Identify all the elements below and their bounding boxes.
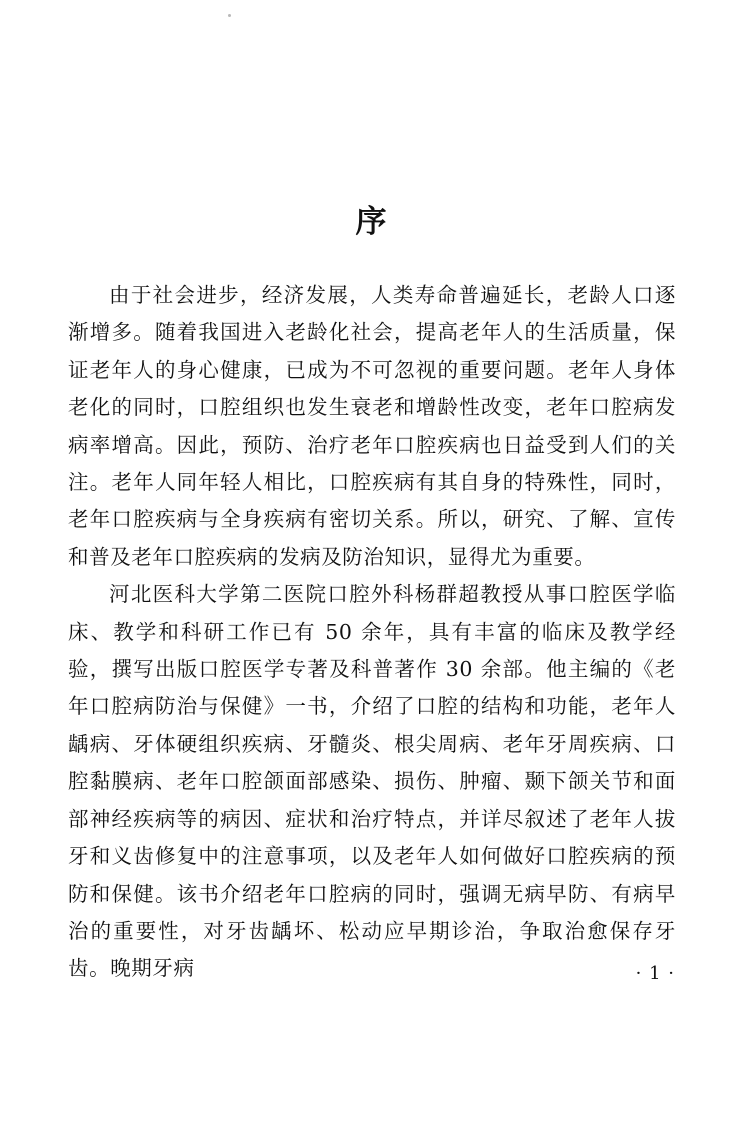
paragraph-1: 由于社会进步，经济发展，人类寿命普遍延长，老龄人口逐渐增多。随着我国进入老龄化社会，提高老年人的生活质量，保证老年人的身心健康，已成为不可忽视的重要问题。老年人身体老化的同时，口腔组织也发生衰老和增龄性改变，老年口腔病发病率增高。因此，预防、治疗老年口腔疾病也日益受到人们的关注。老年人同年轻人相比，口腔疾病有其自身的特殊性，同时，老年口腔疾病与全身疾病有密切关系。所以，研究、了解、宣传和普及老年口腔疾病的发病及防治知识，显得尤为重要。 (68, 283, 676, 569)
page-content (68, 196, 676, 988)
page-title: 序 (355, 204, 389, 240)
paragraph-2: 河北医科大学第二医院口腔外科杨群超教授从事口腔医学临床、教学和科研工作已有 50 余年，具有丰富的临床及教学经验，撰写出版口腔医学专著及科普著作 30 余部。他主编的《老年口腔病防治与保健》一书，介绍了口腔的结构和功能，老年人龋病、牙体硬组织疾病、牙髓炎、根尖周病、老年牙周疾病、口腔黏膜病、老年口腔颌面部感染、损伤、肿瘤、颞下颌关节和面部神经疾病等的病因、症状和治疗特点，并详尽叙述了老年人拔牙和义齿修复中的注意事项，以及老年人如何做好口腔疾病的预防和保健。该书介绍老年口腔病的同时，强调无病早防、有病早治的重要性，对牙齿龋坏、松动应早期诊治，争取治愈保存牙齿。晚期牙病 (68, 582, 676, 981)
scan-speck (228, 14, 231, 17)
page-number: · 1 · (635, 963, 675, 984)
